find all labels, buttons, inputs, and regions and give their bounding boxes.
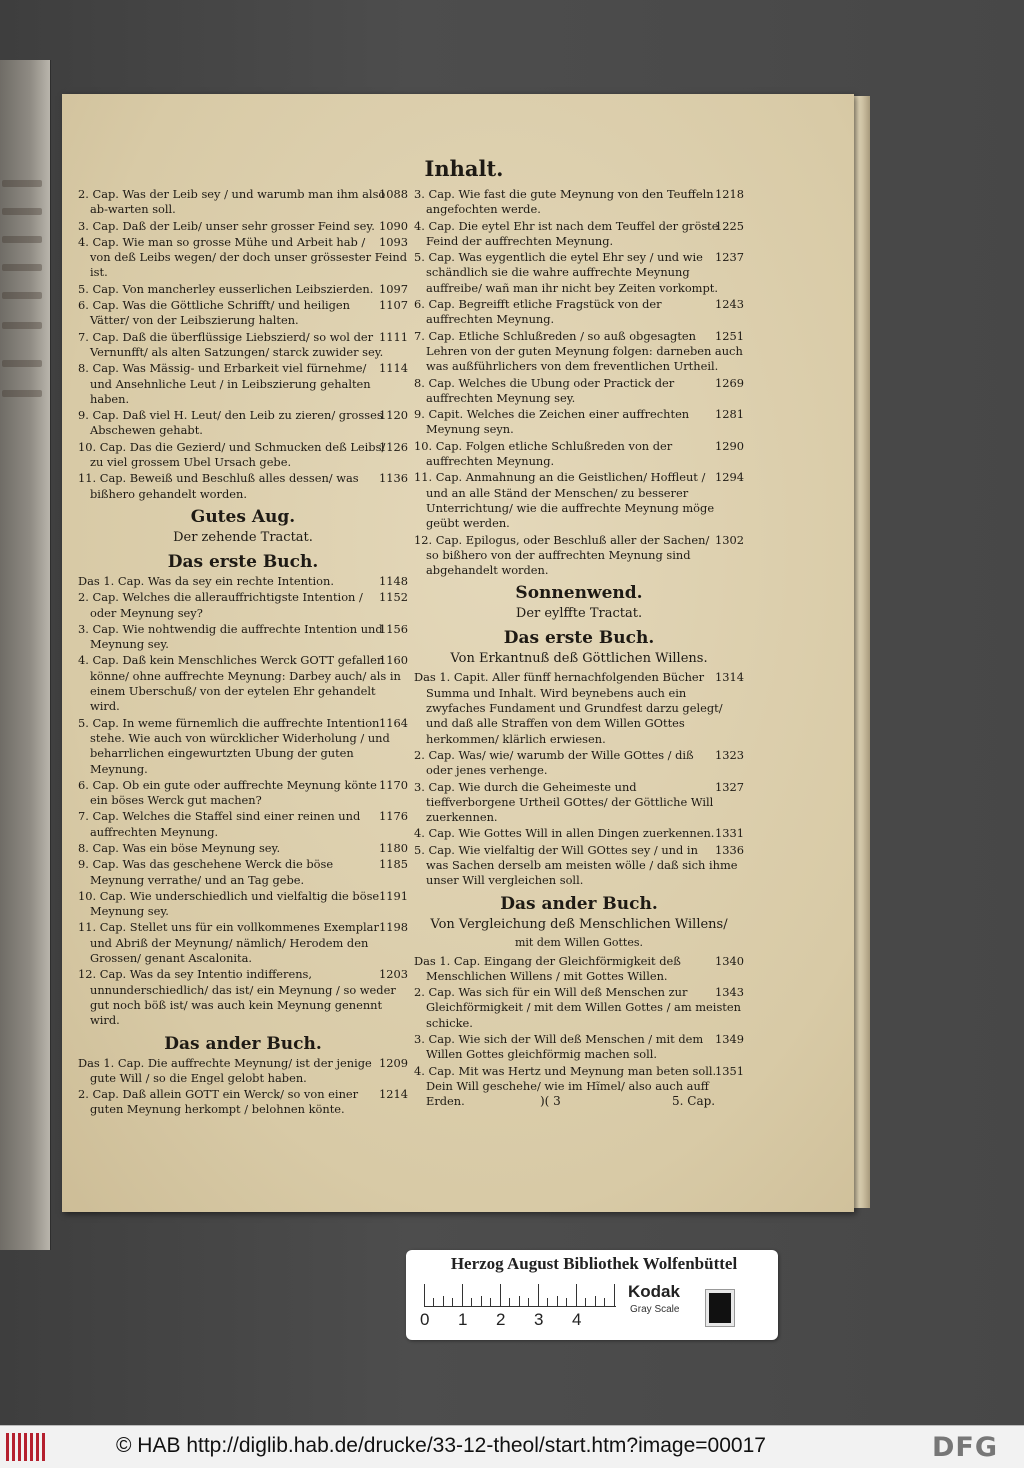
- toc-entry: [78, 889, 408, 920]
- toc-entry: [78, 219, 408, 234]
- page-heading: Inhalt.: [424, 156, 504, 181]
- toc-page-number: 1327: [715, 779, 744, 794]
- toc-entry: [78, 778, 408, 809]
- toc-entry: [78, 622, 408, 653]
- toc-entry-text: 2. Cap. Was der Leib sey / und warumb man ihm also ab-warten soll.: [78, 187, 386, 217]
- toc-entry-text: 12. Cap. Was da sey Intentio indifferens, unnunderschiedlich/ das ist/ ein Meynung / so weder gut noch böß ist/ was auch kein Meynung genennt wird.: [78, 967, 396, 1028]
- toc-page-number: 1107: [379, 298, 408, 313]
- toc-entry: [414, 219, 744, 250]
- toc-entry: [414, 407, 744, 438]
- toc-entry: [78, 408, 408, 439]
- toc-page-number: 1090: [379, 218, 408, 233]
- toc-page-number: 1218: [715, 187, 744, 201]
- toc-entry-text: 10. Cap. Wie underschiedlich und vielfaltig die böse Meynung sey.: [78, 888, 380, 919]
- scale-number: 4: [572, 1310, 582, 1329]
- book-title: Das erste Buch.: [167, 551, 319, 572]
- scale-number: 2: [496, 1310, 506, 1329]
- toc-entry: [414, 1032, 744, 1063]
- toc-page-number: 1180: [379, 840, 408, 855]
- book2-subtitle-2: mit dem Willen Gottes.: [514, 935, 643, 949]
- toc-entry-text: 4. Cap. Wie Gottes Will in allen Dingen zuerkennen.: [414, 826, 715, 841]
- toc-page-number: 1336: [715, 842, 744, 857]
- toc-entry: [414, 187, 744, 218]
- toc-entry-text: 11. Cap. Stellet uns für ein vollkommenes Exemplar und Abriß der Meynung/ nämlich/ Herodem den Grossen/ genant Ascalonita.: [78, 920, 379, 966]
- toc-page-number: 1114: [379, 361, 408, 376]
- toc-entry: [78, 330, 408, 361]
- toc-entry-text: 8. Cap. Was ein böse Meynung sey.: [78, 840, 281, 855]
- book2-title: Das ander Buch.: [164, 1033, 322, 1054]
- toc-entry: [414, 954, 744, 985]
- toc-entry-text: 9. Cap. Was das geschehene Werck die böse Meynung verrathe/ und an Tag gebe.: [78, 857, 334, 887]
- toc-page-number: 1120: [379, 408, 408, 423]
- toc-page-number: 1156: [379, 621, 408, 636]
- footer-bar: [0, 1425, 1024, 1468]
- toc-page-number: 1214: [379, 1087, 408, 1102]
- toc-entry: [414, 985, 744, 1031]
- toc-page-number: 1290: [715, 438, 744, 453]
- toc-entry-text: 9. Capit. Welches die Zeichen einer auffrechten Meynung seyn.: [414, 407, 690, 437]
- toc-entry-text: 7. Cap. Daß die überflüssige Liebszierd/ so wol der Vernunfft/ als alten Satzungen/ starck zuwider sey.: [78, 329, 384, 359]
- toc-entry: [78, 471, 408, 502]
- toc-entry-text: 3. Cap. Wie durch die Geheimeste und tieffverborgene Urtheil GOttes/ der Göttliche Will zuerkennen.: [414, 779, 714, 825]
- toc-entry: [78, 857, 408, 888]
- scale-number: 1: [458, 1310, 468, 1329]
- left-entries-c: [78, 1056, 408, 1118]
- toc-page-number: 1251: [715, 328, 744, 343]
- toc-entry-text: 3. Cap. Wie sich der Will deß Menschen / mit dem Willen Gottes gleichförmig machen soll.: [414, 1032, 704, 1062]
- toc-page-number: 1314: [715, 670, 744, 685]
- gray-swatch: [706, 1290, 734, 1326]
- book2-title: Das ander Buch.: [500, 893, 658, 914]
- toc-entry-text: 8. Cap. Was Mässig- und Erbarkeit viel fürnehme/ und Ansehnliche Leut / in Leibszierung gehalten haben.: [78, 361, 371, 406]
- toc-page-number: 1126: [379, 439, 408, 454]
- toc-page-number: 1269: [715, 375, 744, 390]
- toc-page-number: 1225: [715, 218, 744, 233]
- toc-entry-text: 10. Cap. Das die Gezierd/ und Schmucken deß Leibs/ zu viel grossem Ubel Ursach gebe.: [78, 439, 386, 470]
- toc-page-number: 1198: [379, 920, 408, 935]
- toc-entry: [414, 670, 744, 746]
- toc-page-number: 1176: [379, 809, 408, 824]
- toc-entry-text: 4. Cap. Daß kein Menschliches Werck GOTT gefallen könne/ ohne auffrechte Meynung: Darbey auch/ als in einem Uberschuß/ von der eytelen Ehr gehandelt wird.: [78, 653, 401, 714]
- toc-entry: [78, 653, 408, 714]
- toc-entry: [414, 439, 744, 470]
- adjacent-page-edge: [0, 60, 51, 1250]
- book-title: Das erste Buch.: [503, 628, 655, 649]
- toc-entry-text: 3. Cap. Daß der Leib/ unser sehr grosser Feind sey.: [78, 218, 375, 233]
- toc-entry-text: 3. Cap. Wie nohtwendig die auffrechte Intention und Meynung sey.: [78, 621, 383, 652]
- toc-entry-text: Das 1. Capit. Aller fünff hernachfolgenden Bücher Summa und Inhalt. Wird beynebens auch ein zwyfaches Fundament und Grundfest darzu gelegt/ und daß alle Straffen von dem Willen GOttes herkommen/ klärlich erwiesen.: [414, 670, 723, 746]
- toc-entry: [78, 574, 408, 589]
- scale-number: 3: [534, 1310, 544, 1329]
- catchword: 5. Cap.: [672, 1094, 716, 1108]
- toc-entry: [78, 967, 408, 1028]
- toc-entry: [78, 1056, 408, 1087]
- toc-page-number: 1160: [379, 653, 408, 668]
- ruler-scale: [424, 1284, 616, 1307]
- toc-page-number: 1281: [715, 407, 744, 422]
- toc-entry-text: 6. Cap. Was die Göttliche Schrifft/ und heiligen Vätter/ von der Leibszierung halten.: [78, 298, 350, 328]
- toc-entry-text: 4. Cap. Die eytel Ehr ist nach dem Teuffel der gröste Feind der auffrechten Meynung.: [414, 218, 719, 248]
- tractat-title: Der zehende Tractat.: [173, 529, 313, 545]
- toc-entry-text: 5. Cap. Von mancherley eusserlichen Leibszierden.: [78, 281, 374, 296]
- toc-page-number: 1148: [379, 573, 408, 588]
- right-column: [414, 187, 744, 1111]
- toc-entry-text: Das 1. Cap. Die auffrechte Meynung/ ist der jenige gute Will / so die Engel gelobt haben.: [78, 1055, 372, 1085]
- toc-entry: [78, 841, 408, 856]
- toc-entry-text: 7. Cap. Welches die Staffel sind einer reinen und auffrechten Meynung.: [78, 809, 361, 839]
- left-entries-b: [78, 574, 408, 1029]
- toc-entry-text: 2. Cap. Was sich für ein Will deß Menschen zur Gleichförmigkeit / mit dem Willen Gottes / am meisten schicke.: [414, 985, 741, 1030]
- toc-page-number: 1351: [715, 1063, 744, 1078]
- toc-entry-text: 4. Cap. Wie man so grosse Mühe und Arbeit hab / von deß Leibs wegen/ der doch unser grössester Feind ist.: [78, 234, 407, 280]
- book2-subtitle: Von Vergleichung deß Menschlichen Willens/: [430, 916, 728, 932]
- toc-entry-text: 2. Cap. Welches die allerauffrichtigste Intention / oder Meynung sey?: [78, 590, 363, 620]
- toc-entry: [414, 329, 744, 375]
- toc-entry: [414, 826, 744, 841]
- toc-page-number: 1111: [379, 329, 408, 344]
- signature-mark: )( 3: [540, 1094, 561, 1108]
- toc-entry-text: 6. Cap. Ob ein gute oder auffrechte Meynung könte ein böses Werck gut machen?: [78, 777, 377, 808]
- toc-entry: [414, 843, 744, 889]
- toc-entry: [78, 187, 408, 218]
- right-entries-c: [414, 954, 744, 1110]
- toc-page-number: 1088: [379, 187, 408, 201]
- toc-page-number: 1152: [379, 590, 408, 605]
- toc-page-number: 1323: [715, 747, 744, 762]
- toc-entry-text: 9. Cap. Daß viel H. Leut/ den Leib zu zieren/ grosses Abschewen gehabt.: [78, 408, 383, 438]
- toc-entry: [78, 716, 408, 777]
- toc-entry-text: 8. Cap. Welches die Ubung oder Practick der auffrechten Meynung sey.: [414, 375, 675, 405]
- toc-entry: [78, 235, 408, 281]
- toc-entry-text: 11. Cap. Anmahnung an die Geistlichen/ Hoffleut / und an alle Ständ der Menschen/ zu besserer Unterrichtung/ wie die auffrechte Meynung möge geübt werden.: [414, 470, 715, 531]
- toc-entry: [414, 250, 744, 296]
- hab-logo-icon: [6, 1433, 46, 1461]
- toc-page-number: 1331: [715, 826, 744, 841]
- toc-entry-text: 7. Cap. Etliche Schlußreden / so auß obgesagten Lehren von der guten Meynung folgen: darneben auch was außführlichers von dem freventlichen Urtheil.: [414, 328, 743, 374]
- left-column: [78, 187, 408, 1119]
- right-entries-b: [414, 670, 744, 888]
- toc-entry: [78, 440, 408, 471]
- toc-page-number: 1209: [379, 1055, 408, 1070]
- toc-entry: [78, 361, 408, 407]
- toc-entry-text: 12. Cap. Epilogus, oder Beschluß aller der Sachen/ so bißhero von der auffrechten Meynung sind abgehandelt worden.: [414, 532, 710, 578]
- toc-page-number: 1097: [379, 281, 408, 296]
- toc-entry: [414, 470, 744, 531]
- toc-page-number: 1185: [379, 857, 408, 872]
- toc-entry: [78, 1087, 408, 1118]
- toc-page-number: 1237: [715, 250, 744, 265]
- toc-entry: [78, 920, 408, 966]
- toc-entry: [414, 376, 744, 407]
- section-title-gutes-aug: Gutes Aug.: [190, 506, 296, 527]
- toc-entry: [78, 298, 408, 329]
- toc-entry-text: Das 1. Cap. Was da sey ein rechte Intention.: [78, 573, 334, 588]
- left-entries-a: [78, 187, 408, 502]
- toc-entry-text: 2. Cap. Was/ wie/ warumb der Wille GOttes / diß oder jenes verhenge.: [414, 747, 694, 778]
- toc-page-number: 1093: [379, 234, 408, 249]
- library-name: Herzog August Bibliothek Wolfenbüttel: [450, 1254, 738, 1273]
- toc-entry-text: 3. Cap. Wie fast die gute Meynung von den Teuffeln angefochten werde.: [414, 187, 714, 217]
- toc-page-number: 1349: [715, 1032, 744, 1047]
- scale-number: 0: [420, 1310, 430, 1329]
- toc-entry-text: 5. Cap. In weme fürnemlich die auffrechte Intention stehe. Wie auch von würcklicher Widerholung / und beharrlichen eingewurtzten Ubung der guten Meynung.: [78, 715, 390, 776]
- toc-entry-text: Das 1. Cap. Eingang der Gleichförmigkeit deß Menschlichen Willens / mit Gottes Willen.: [414, 953, 681, 983]
- dfg-logo: DFG: [932, 1432, 999, 1463]
- toc-entry-text: 5. Cap. Was eygentlich die eytel Ehr sey / und wie schändlich sie die wahre auffrechte Meynung auffreibe/ wañ man ihr nicht bey Zeiten vorkompt.: [414, 250, 718, 295]
- toc-entry-text: 11. Cap. Beweiß und Beschluß alles dessen/ was bißhero gehandelt worden.: [78, 471, 359, 501]
- toc-entry-text: 6. Cap. Begreifft etliche Fragstück von der auffrechten Meynung.: [414, 297, 662, 327]
- toc-entry: [78, 590, 408, 621]
- right-entries-a: [414, 187, 744, 578]
- toc-page-number: 1191: [379, 888, 408, 903]
- toc-entry: [414, 780, 744, 826]
- toc-page-number: 1243: [715, 297, 744, 312]
- toc-page-number: 1340: [715, 953, 744, 968]
- toc-page-number: 1203: [379, 967, 408, 982]
- toc-entry-text: 10. Cap. Folgen etliche Schlußreden von der auffrechten Meynung.: [414, 438, 673, 469]
- tractat-title: Der eylffte Tractat.: [515, 606, 643, 622]
- toc-entry: [414, 533, 744, 579]
- library-label-card: [406, 1250, 778, 1340]
- toc-entry-text: 4. Cap. Mit was Hertz und Meynung man beten soll. Dein Will geschehe/ wie im Hĩmel/ also auch auff Erden.: [414, 1063, 717, 1109]
- toc-entry: [78, 282, 408, 297]
- copyright-link[interactable]: © HAB http://diglib.hab.de/drucke/33-12-theol/start.htm?image=00017: [116, 1434, 766, 1457]
- kodak-logo: Kodak: [628, 1282, 680, 1301]
- toc-entry: [414, 297, 744, 328]
- toc-page-number: 1164: [379, 715, 408, 730]
- toc-page-number: 1343: [715, 985, 744, 1000]
- toc-entry: [414, 748, 744, 779]
- toc-entry-text: 5. Cap. Wie vielfaltig der Will GOttes sey / und in was Sachen derselb am meisten wölle / daß sich ihme unser Will vergleichen soll.: [414, 842, 738, 888]
- toc-page-number: 1136: [379, 471, 408, 486]
- toc-entry-text: 2. Cap. Daß allein GOTT ein Werck/ so von einer guten Meynung herkompt / belohnen könte.: [78, 1087, 359, 1117]
- section-title-sonnenwend: Sonnenwend.: [515, 583, 643, 604]
- toc-entry: [78, 809, 408, 840]
- toc-page-number: 1170: [379, 777, 408, 792]
- toc-page-number: 1294: [715, 470, 744, 485]
- toc-page-number: 1302: [715, 532, 744, 547]
- book-subtitle: Von Erkantnuß deß Göttlichen Willens.: [450, 651, 708, 667]
- scanned-page: [62, 94, 854, 1212]
- gray-scale-label: Gray Scale: [630, 1304, 680, 1315]
